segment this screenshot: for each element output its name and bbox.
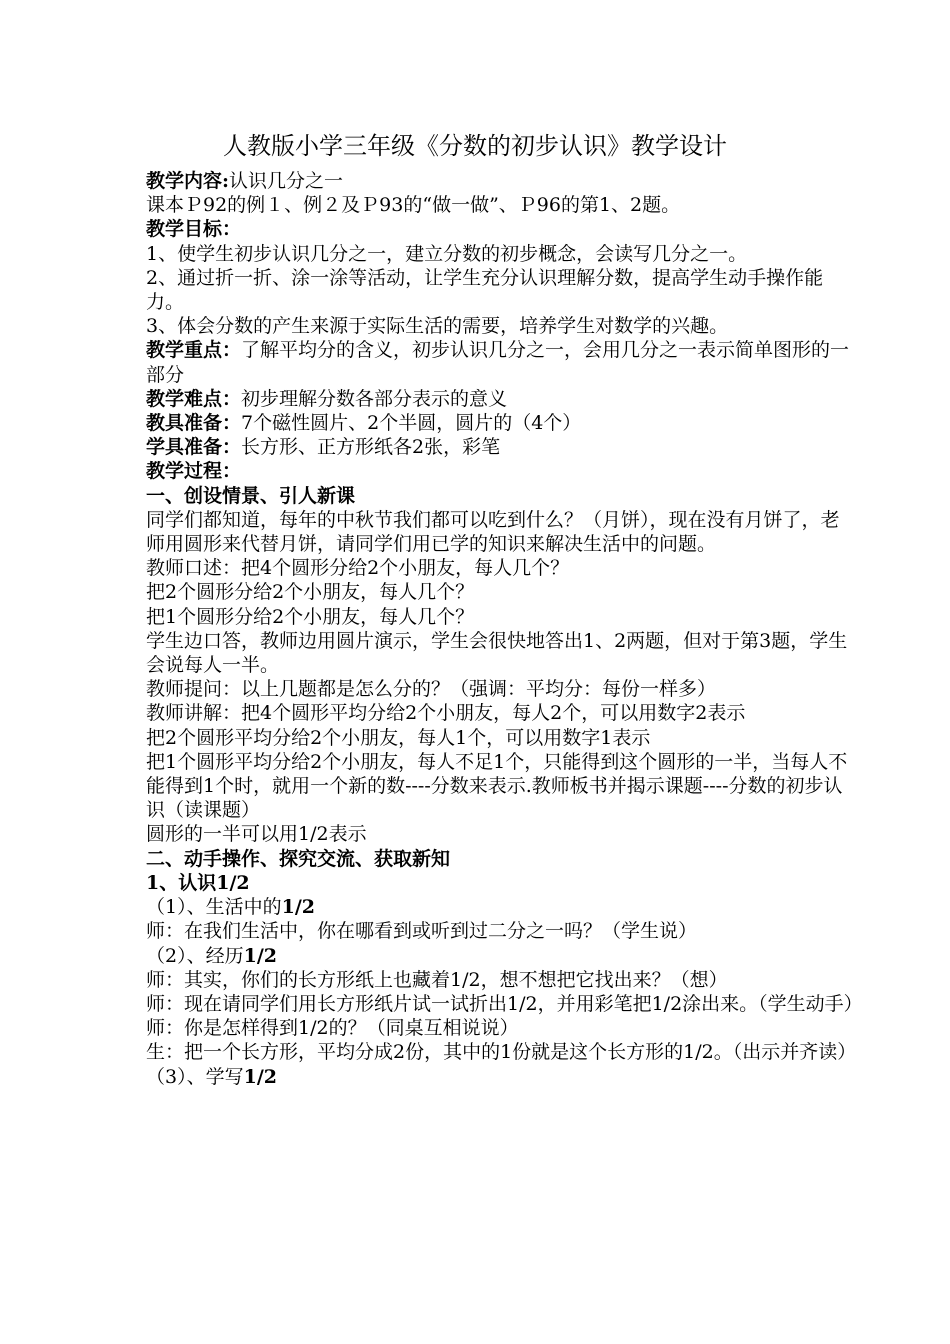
paragraph: 学生边口答，教师边用圆片演示，学生会很快地答出1、2两题，但对于第3题，学生会说每人一半。 xyxy=(146,629,848,677)
content-label: 教学内容: xyxy=(146,170,230,192)
content-detail: 课本Ｐ92的例１、例２及Ｐ93的“做一做”、Ｐ96的第1、2题。 xyxy=(146,194,681,217)
key-label: 教学重点： xyxy=(146,339,242,362)
item-prefix: （1）、生活中的 xyxy=(146,896,282,919)
item-fraction: 1/2 xyxy=(243,1065,277,1088)
paragraph: 生：把一个长方形，平均分成2份，其中的1份就是这个长方形的1/2。（出示并齐读） xyxy=(146,1041,857,1064)
document-title: 人教版小学三年级《分数的初步认识》教学设计 xyxy=(223,132,727,160)
paragraph: 把1个圆形分给2个小朋友，每人几个？ xyxy=(146,605,475,628)
teacher-tools-value: 7个磁性圆片、2个半圆，圆片的（4个） xyxy=(241,412,582,435)
item-heading xyxy=(146,944,858,968)
paragraph: 师：在我们生活中，你在哪看到或听到过二分之一吗？（学生说） xyxy=(146,920,698,943)
paragraph: 教师讲解：把4个圆形平均分给2个小朋友，每人2个，可以用数字2表示 xyxy=(146,702,746,725)
paragraph: 师：其实，你们的长方形纸上也藏着1/2，想不想把它找出来？（想） xyxy=(146,968,728,991)
subsection-heading: 1、认识1/2 xyxy=(146,871,250,894)
process-heading: 教学过程： xyxy=(146,460,242,483)
difficulty-value: 初步理解分数各部分表示的意义 xyxy=(241,387,508,410)
difficulty-label: 教学难点： xyxy=(146,387,242,410)
item-heading xyxy=(146,1065,858,1089)
goal-3: 3、体会分数的产生来源于实际生活的需要，培养学生对数学的兴趣。 xyxy=(146,315,729,338)
student-tools xyxy=(146,435,858,459)
content-value: 认识几分之一 xyxy=(229,170,344,192)
item-prefix: （2）、经历 xyxy=(146,944,244,967)
goal-1: 1、使学生初步认识几分之一，建立分数的初步概念，会读写几分之一。 xyxy=(146,242,748,265)
paragraph: 同学们都知道，每年的中秋节我们都可以吃到什么？（月饼），现在没有月饼了，老师用圆形来代替月饼，请同学们用已学的知识来解决生活中的问题。 xyxy=(146,508,840,556)
item-heading xyxy=(146,895,858,919)
section-2-heading: 二、动手操作、探究交流、获取新知 xyxy=(146,847,451,870)
student-tools-label: 学具准备： xyxy=(146,436,242,459)
paragraph: 把2个圆形分给2个小朋友，每人几个？ xyxy=(146,581,475,604)
paragraph: 师：你是怎样得到1/2的？（同桌互相说说） xyxy=(146,1017,519,1040)
teacher-tools xyxy=(146,411,858,435)
student-tools-value: 长方形、正方形纸各2张，彩笔 xyxy=(241,436,501,459)
paragraph: 把2个圆形平均分给2个小朋友，每人1个，可以用数字1表示 xyxy=(146,726,651,749)
paragraph: 师：现在请同学们用长方形纸片试一试折出1/2，并用彩笔把1/2涂出来。（学生动手） xyxy=(146,992,863,1015)
content-line xyxy=(146,169,858,193)
key-value: 了解平均分的含义，初步认识几分之一，会用几分之一表示简单图形的一部分 xyxy=(146,339,850,386)
paragraph: 把1个圆形平均分给2个小朋友，每人不足1个，只能得到这个圆形的一半，当每人不能得到1个时，就用一个新的数----分数来表示.教师板书并揭示课题----分数的初步认识（读课题） xyxy=(146,750,848,822)
paragraph: 教师提问：以上几题都是怎么分的？（强调：平均分：每份一样多） xyxy=(146,678,717,701)
item-prefix: （3）、学写 xyxy=(146,1065,244,1088)
paragraph: 圆形的一半可以用1/2表示 xyxy=(146,823,367,846)
document-body xyxy=(146,169,863,1089)
paragraph: 教师口述：把4个圆形分给2个小朋友，每人几个？ xyxy=(146,557,570,580)
item-fraction: 1/2 xyxy=(243,944,277,967)
section-1-heading: 一、创设情景、引人新课 xyxy=(146,484,356,507)
key-point xyxy=(146,338,858,386)
goal-2: 2、通过折一折、涂一涂等活动，让学生充分认识理解分数，提高学生动手操作能力。 xyxy=(146,266,824,314)
goals-heading: 教学目标： xyxy=(146,218,242,241)
item-fraction: 1/2 xyxy=(281,896,315,919)
difficulty-point xyxy=(146,387,858,411)
teacher-tools-label: 教具准备： xyxy=(146,412,242,435)
